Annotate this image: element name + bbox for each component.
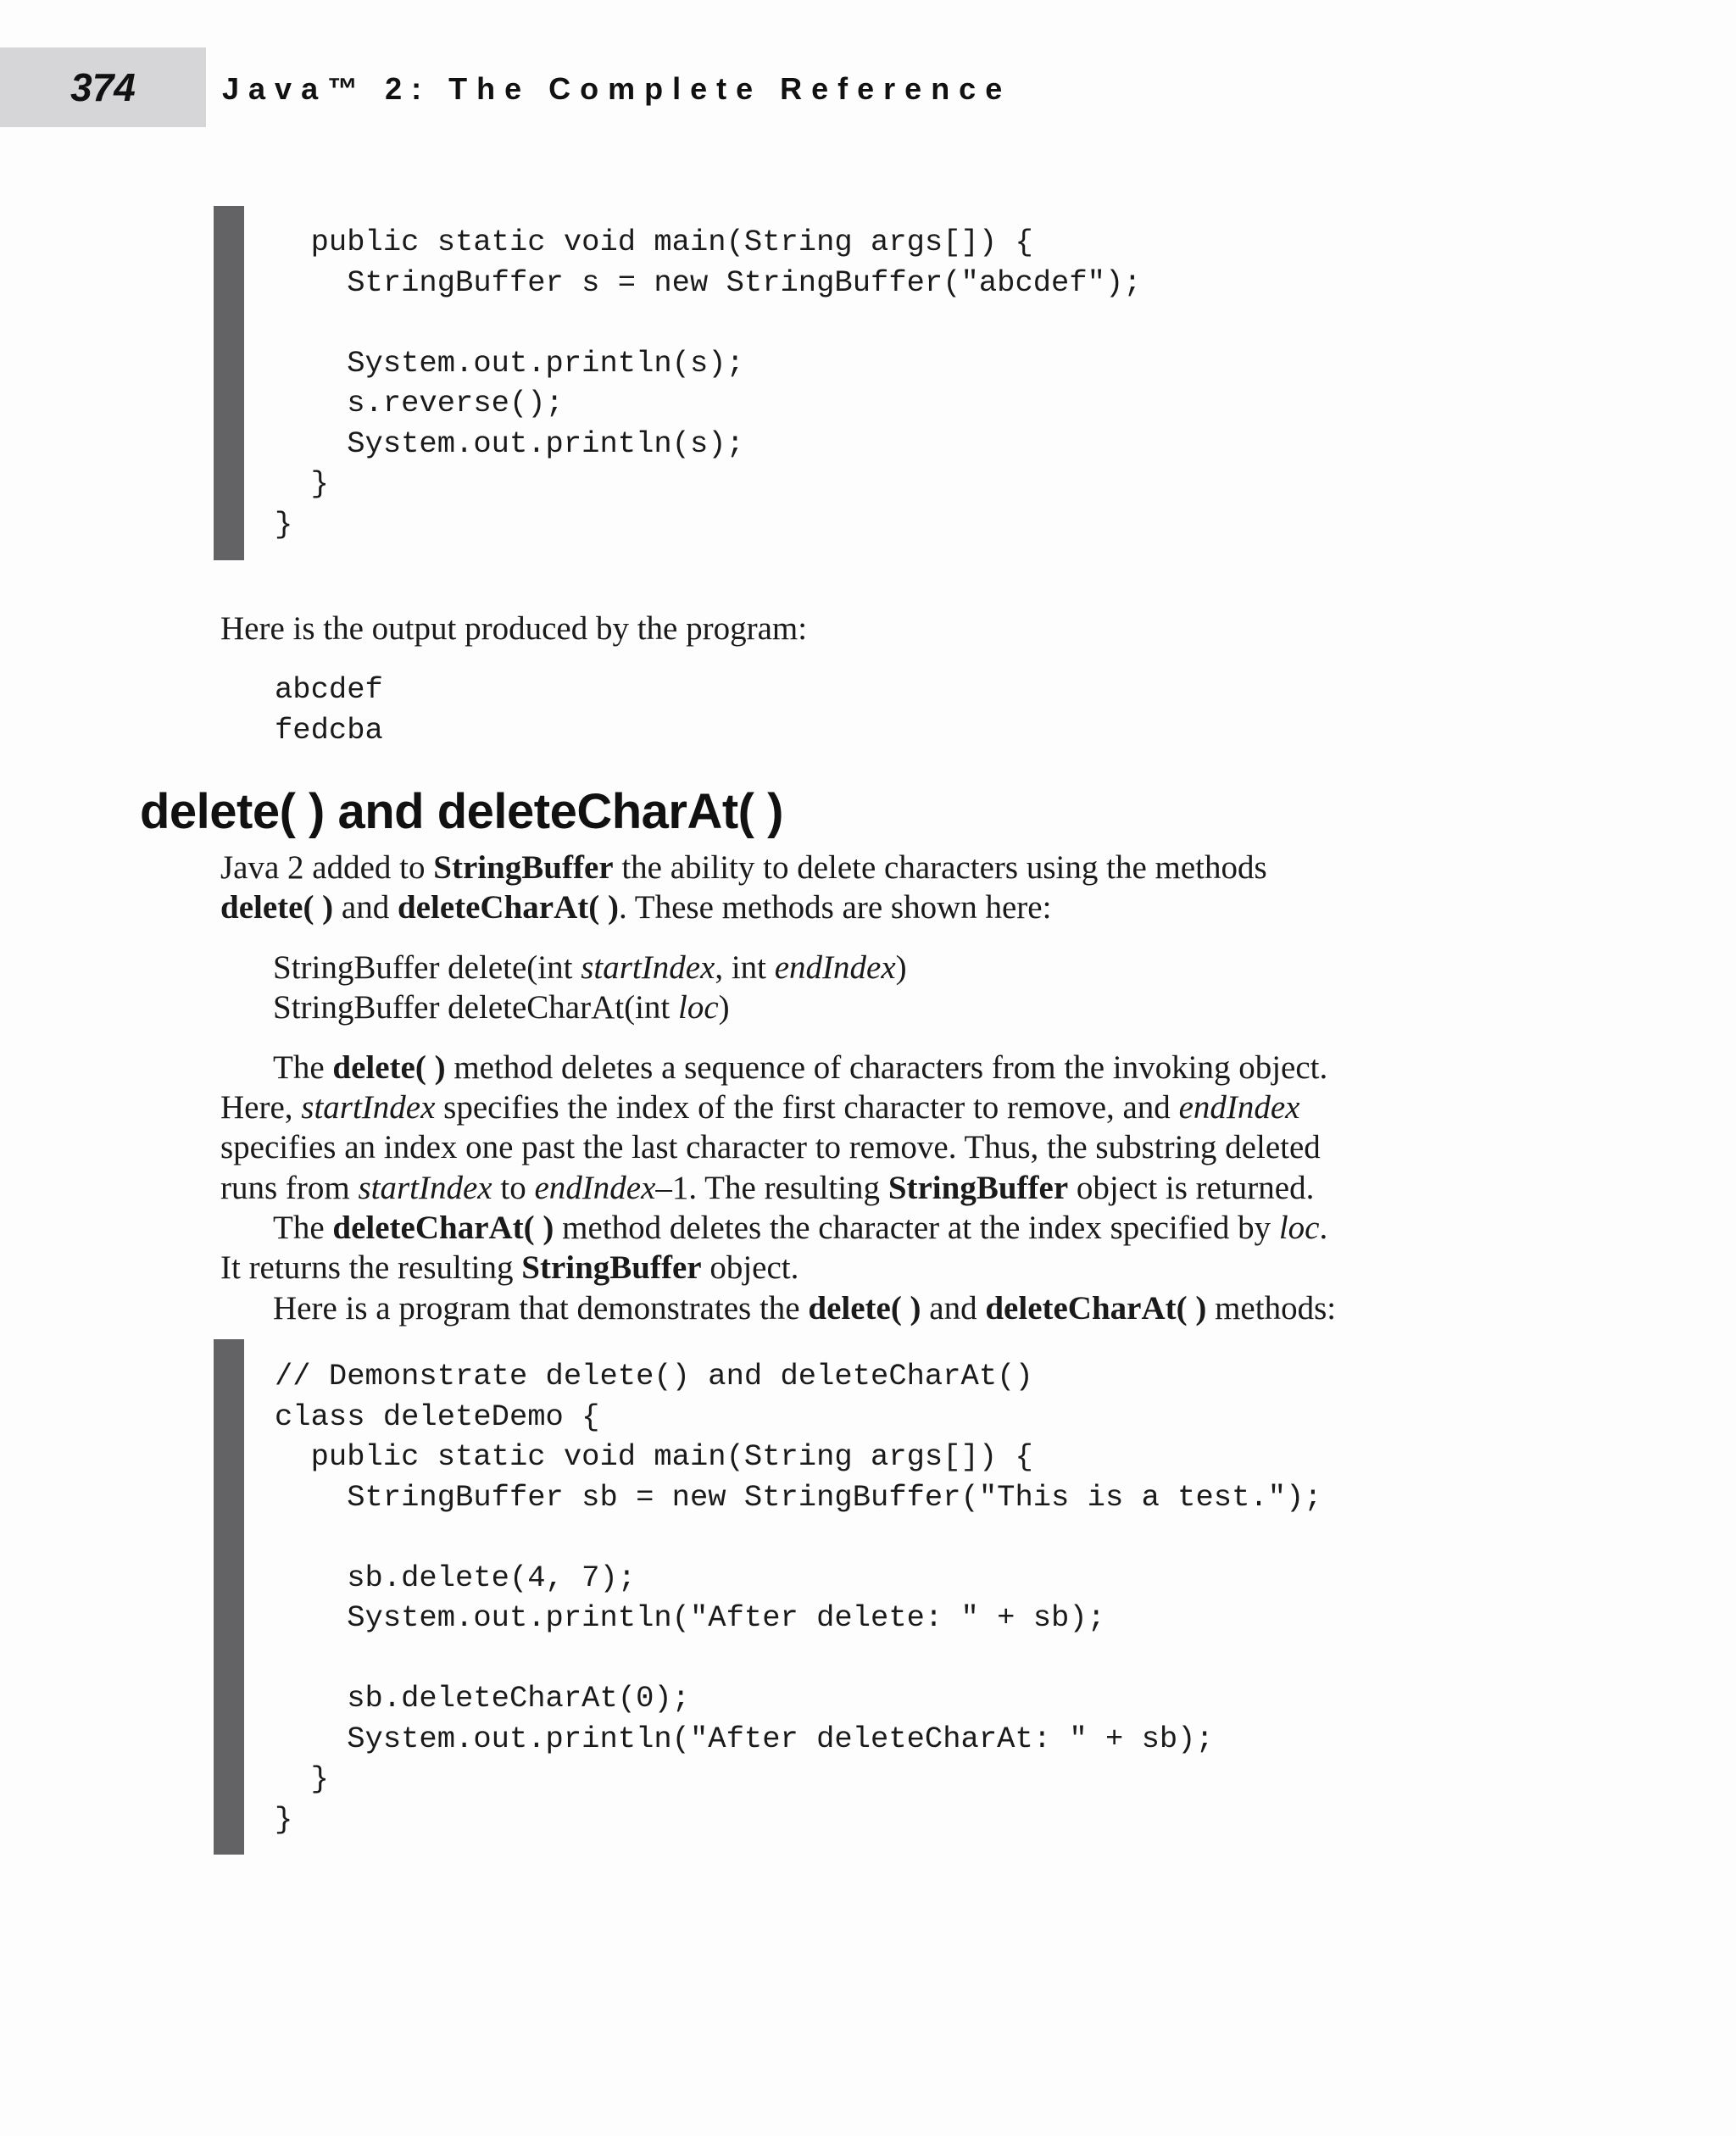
signature-delete: StringBuffer delete(int startIndex, int endIndex) — [273, 949, 907, 986]
code-line: s.reverse(); — [275, 386, 564, 420]
running-head: Java™ 2: The Complete Reference — [222, 71, 1012, 106]
code-line: System.out.println("After deleteCharAt: " + sb); — [275, 1721, 1214, 1756]
code-line — [275, 303, 1142, 343]
code-block-bottom — [275, 1356, 1322, 1839]
code-line: sb.deleteCharAt(0); — [275, 1681, 690, 1716]
deletecharat-paragraph-line-1: The deleteCharAt( ) method deletes the character at the index specified by loc. — [273, 1210, 1328, 1246]
delete-paragraph-line-2: Here, startIndex specifies the index of the first character to remove, and endIndex — [220, 1089, 1300, 1126]
code-line: sb.delete(4, 7); — [275, 1560, 637, 1595]
code-line: // Demonstrate delete() and deleteCharAt() — [275, 1359, 1033, 1393]
signature-deletecharat: StringBuffer deleteCharAt(int loc) — [273, 989, 730, 1026]
output-line: abcdef — [275, 672, 383, 707]
code-line: System.out.println(s); — [275, 345, 744, 381]
code-block-top — [275, 222, 1142, 544]
code-line: StringBuffer s = new StringBuffer("abcdef"); — [275, 264, 1142, 300]
code-line — [275, 1517, 1322, 1558]
code-line: StringBuffer sb = new StringBuffer("This is a test."); — [275, 1479, 1322, 1515]
code-line: public static void main(String args[]) { — [275, 225, 1033, 259]
code-line: } — [275, 1761, 329, 1796]
delete-paragraph-line-1: The delete( ) method deletes a sequence of characters from the invoking object. — [273, 1049, 1328, 1086]
intro-paragraph-line-1: Java 2 added to StringBuffer the ability to delete characters using the methods — [220, 849, 1267, 886]
program-output — [275, 670, 383, 750]
code-line — [275, 1638, 1322, 1679]
code-line: System.out.println(s); — [275, 426, 744, 461]
output-intro: Here is the output produced by the program: — [220, 610, 808, 647]
page-number: 374 — [70, 65, 136, 109]
intro-paragraph-line-2: delete( ) and deleteCharAt( ). These methods are shown here: — [220, 889, 1052, 926]
delete-paragraph-line-3: specifies an index one past the last character to remove. Thus, the substring deleted — [220, 1129, 1321, 1165]
code-line: public static void main(String args[]) { — [275, 1439, 1033, 1474]
code-line: } — [275, 506, 293, 542]
code-block-bar — [214, 206, 244, 560]
code-line: System.out.println("After delete: " + sb); — [275, 1600, 1105, 1635]
program-intro-paragraph: Here is a program that demonstrates the delete( ) and deleteCharAt( ) methods: — [273, 1290, 1337, 1327]
delete-paragraph-line-4: runs from startIndex to endIndex–1. The resulting StringBuffer object is returned. — [220, 1170, 1315, 1206]
section-heading: delete( ) and deleteCharAt( ) — [140, 784, 783, 839]
output-line: fedcba — [275, 712, 383, 748]
deletecharat-paragraph-line-2: It returns the resulting StringBuffer object. — [220, 1249, 799, 1286]
code-line: } — [275, 1801, 293, 1837]
code-line: class deleteDemo { — [275, 1399, 600, 1434]
code-block-bar — [214, 1339, 244, 1855]
code-line: } — [275, 466, 329, 501]
